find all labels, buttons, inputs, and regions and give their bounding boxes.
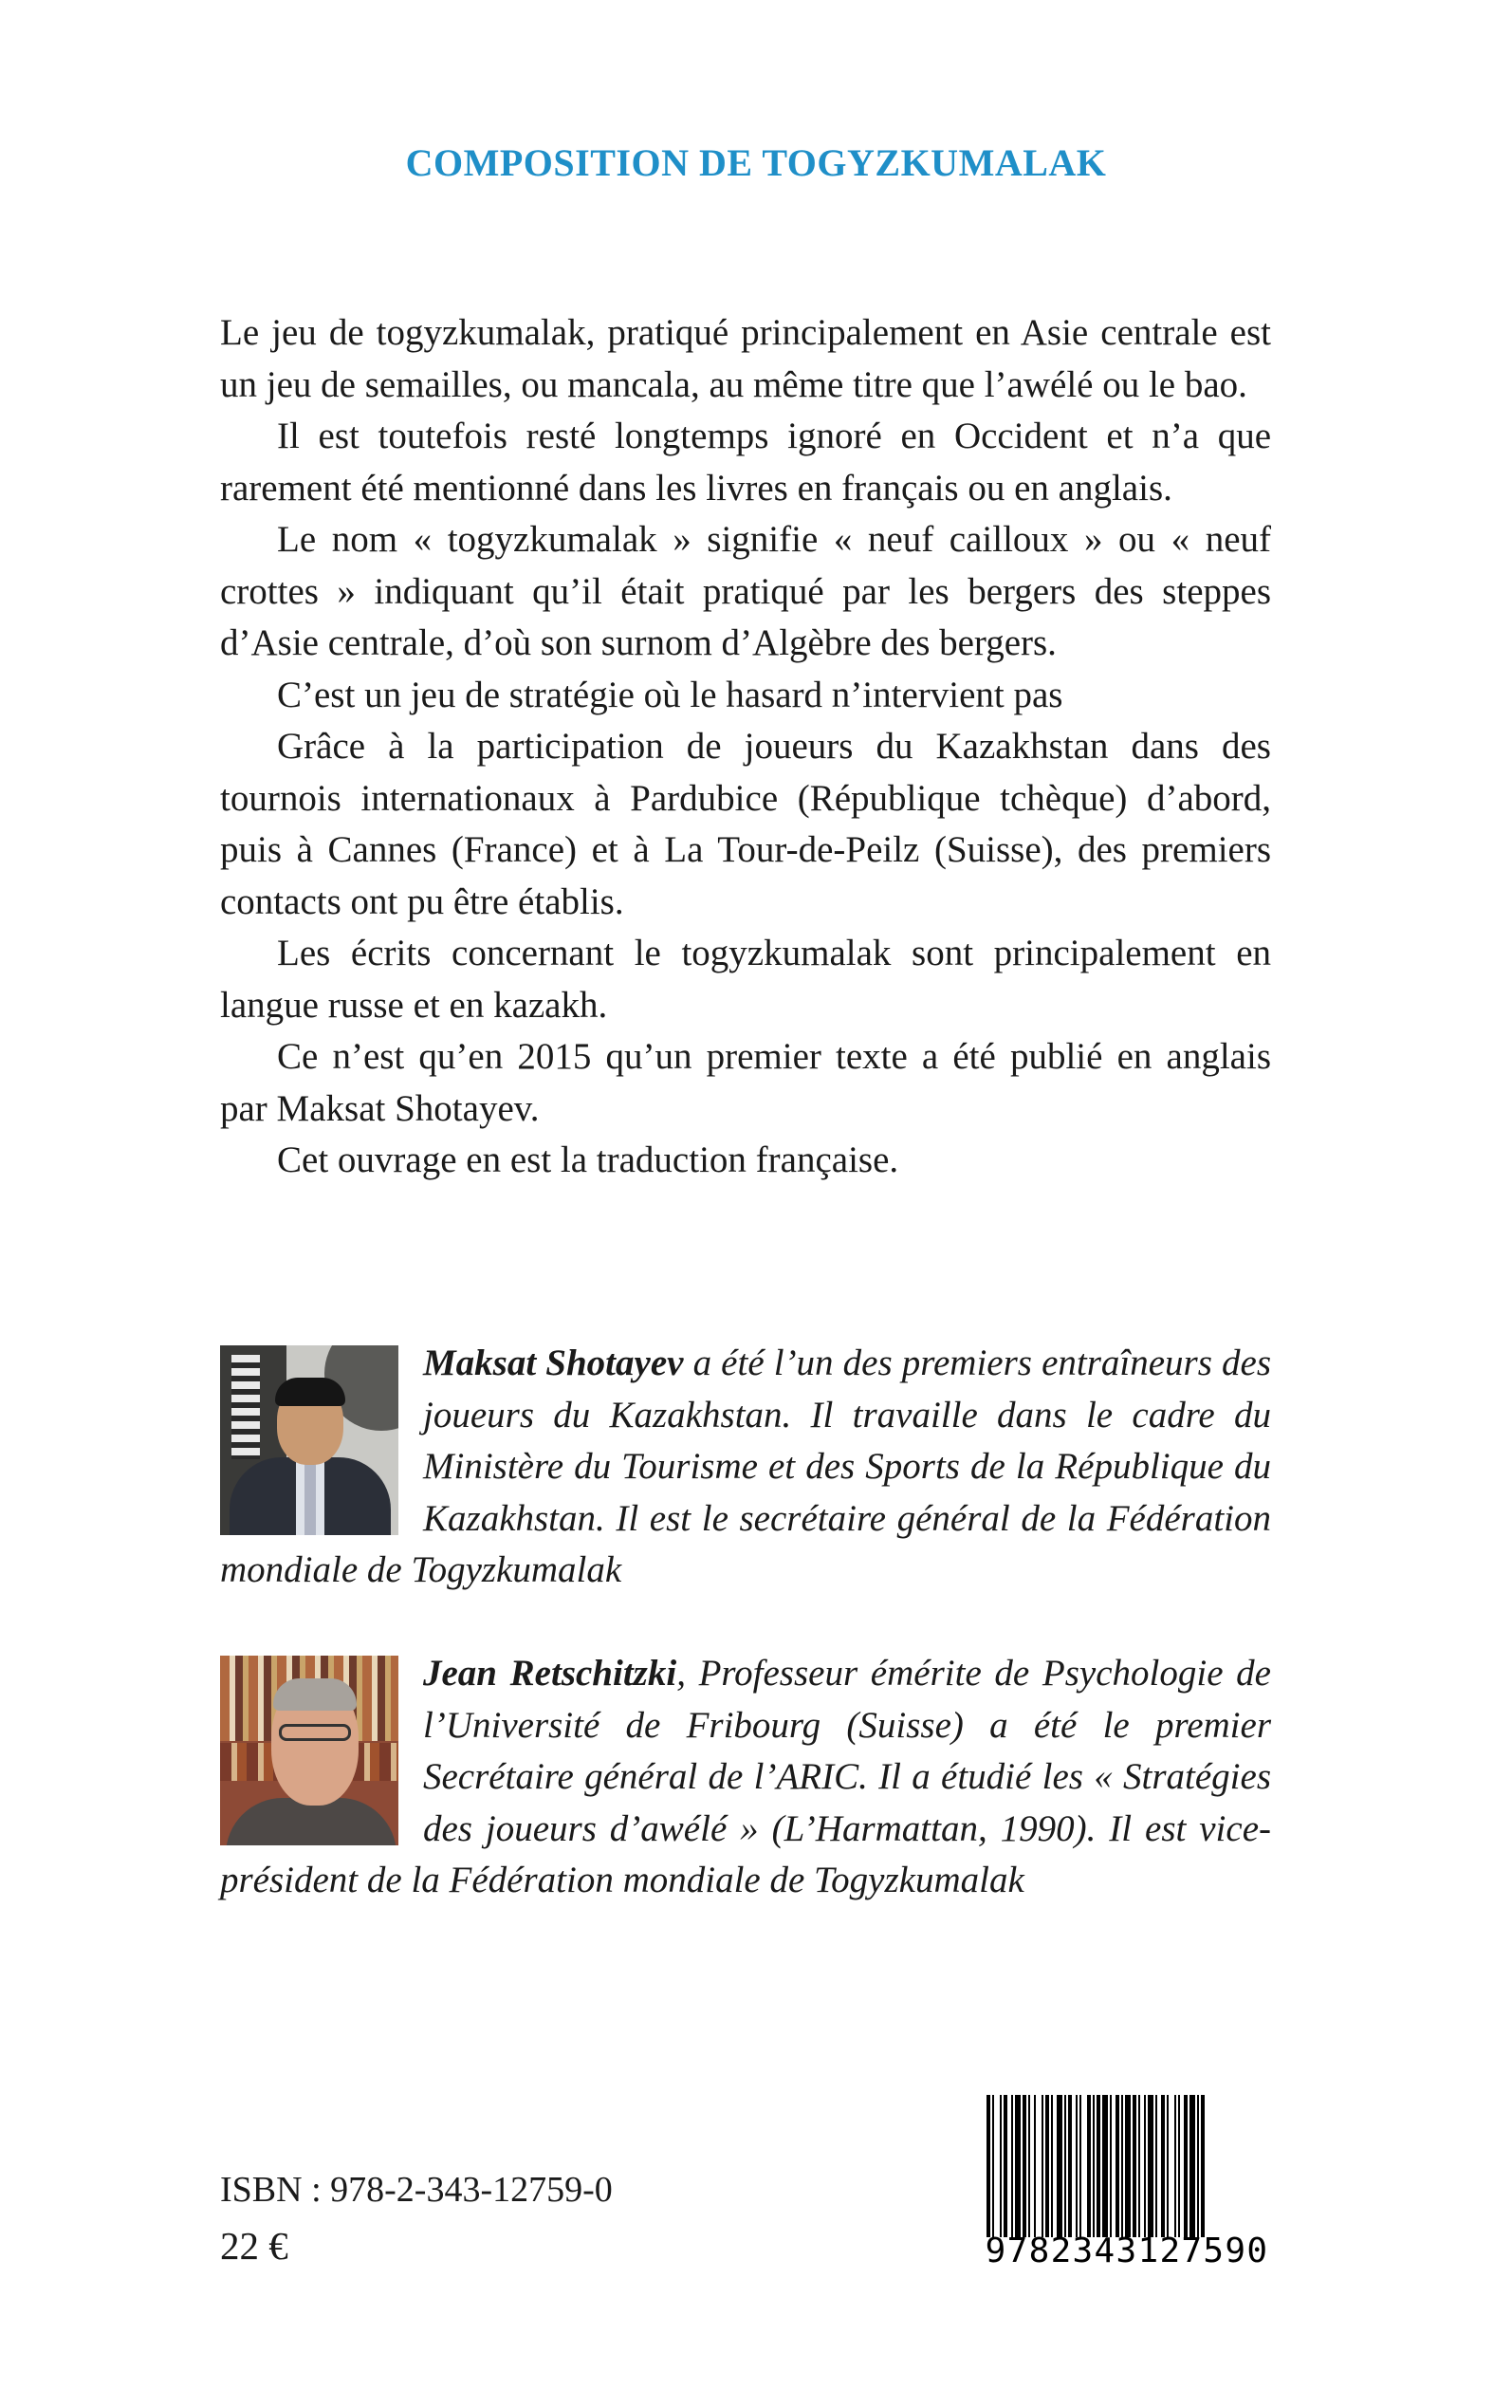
barcode-bar — [1051, 2095, 1053, 2237]
barcode-bar — [1087, 2095, 1091, 2237]
barcode-bar — [1028, 2095, 1030, 2237]
barcode-bar — [1184, 2095, 1188, 2237]
author-bio-shotayev — [220, 1338, 1271, 1597]
intro-paragraph: C’est un jeu de stratégie où le hasard n’intervient pas — [277, 674, 1063, 715]
description-text — [220, 307, 1271, 1187]
barcode-bar — [1045, 2095, 1049, 2237]
isbn-label: ISBN : 978-2-343-12759-0 — [220, 2170, 613, 2210]
intro-paragraph: Cet ouvrage en est la traduction française. — [277, 1139, 899, 1180]
author-bio-retschitzki — [220, 1648, 1271, 1907]
barcode-bar — [1144, 2095, 1146, 2237]
barcode-bar — [1161, 2095, 1165, 2237]
barcode-bar — [1011, 2095, 1013, 2237]
barcode-bar — [1125, 2095, 1131, 2237]
barcode-bars — [983, 2095, 1275, 2237]
barcode-bar — [1174, 2095, 1176, 2237]
author-name: Jean Retschitzki — [423, 1653, 677, 1694]
barcode-bar — [1148, 2095, 1153, 2237]
barcode-bar — [1133, 2095, 1136, 2237]
barcode-bar — [1155, 2095, 1157, 2237]
barcode-bar — [1102, 2095, 1108, 2237]
barcode-bar — [1138, 2095, 1140, 2237]
intro-paragraph: Il est toutefois resté longtemps ignoré en Occident et n’a que rarement été mentionné dans les livres en français ou en anglais. — [220, 416, 1271, 509]
barcode-bar — [1042, 2095, 1043, 2237]
barcode-bar — [1057, 2095, 1062, 2237]
barcode-bar — [1110, 2095, 1112, 2237]
barcode-bar — [1064, 2095, 1066, 2237]
barcode-bar — [1034, 2095, 1036, 2237]
barcode-bar — [1023, 2095, 1026, 2237]
barcode-digits: 9782343127590 — [985, 2232, 1269, 2270]
price-label: 22 € — [220, 2224, 288, 2268]
intro-paragraph: Le nom « togyzkumalak » signifie « neuf cailloux » ou « neuf crottes » indiquant qu’il était pratiqué par les bergers des steppes d’Asie centrale, d’où son surnom d’Algèbre des bergers. — [220, 519, 1271, 663]
author-bio-text: , Professeur émérite de Psychologie de l’Université de Fribourg (Suisse) a été le premier Secrétaire général de l’ARIC. Il a étudié les « Stratégies des joueurs d’awélé » (L’Harmattan, 1990). Il est vice-président de la Fédération mondiale de Togyzkumalak — [220, 1653, 1271, 1900]
intro-paragraph: Les écrits concernant le togyzkumalak sont principalement en langue russe et en kazakh. — [220, 933, 1271, 1026]
book-title: COMPOSITION DE TOGYZKUMALAK — [405, 141, 1107, 184]
barcode-bar — [1015, 2095, 1021, 2237]
barcode-bar — [1000, 2095, 1002, 2237]
barcode-bar — [986, 2095, 990, 2237]
author-photo-shotayev — [220, 1345, 398, 1535]
barcode-bar — [1093, 2095, 1095, 2237]
intro-paragraph: Ce n’est qu’en 2015 qu’un premier texte a été publié en anglais par Maksat Shotayev. — [220, 1036, 1271, 1129]
barcode-bar — [1178, 2095, 1180, 2237]
author-name: Maksat Shotayev — [423, 1343, 684, 1383]
barcode-bar — [1121, 2095, 1123, 2237]
intro-paragraph: Grâce à la participation de joueurs du Kazakhstan dans des tournois internationaux à Pardubice (République tchèque) d’abord, puis à Cannes (France) et à La Tour-de-Peilz (Suisse), des premiers contacts ont pu être établis. — [220, 726, 1271, 922]
barcode-bar — [1116, 2095, 1119, 2237]
author-bio-text: a été l’un des premiers entraîneurs des joueurs du Kazakhstan. Il travaille dans le cadre du Ministère du Tourisme et des Sports de la République du Kazakhstan. Il est le secrétaire général de la Fédération mondiale de Togyzkumalak — [220, 1343, 1271, 1590]
intro-paragraph: Le jeu de togyzkumalak, pratiqué principalement en Asie centrale est un jeu de semailles, ou mancala, au même titre que l’awélé ou le bao. — [220, 312, 1271, 405]
barcode-bar — [1097, 2095, 1100, 2237]
barcode-bar — [1004, 2095, 1007, 2237]
barcode-bar — [1201, 2095, 1205, 2237]
barcode-bar — [992, 2095, 994, 2237]
barcode-bar — [1068, 2095, 1072, 2237]
barcode-bar — [1076, 2095, 1078, 2237]
barcode-bar — [1197, 2095, 1199, 2237]
barcode-bar — [1189, 2095, 1195, 2237]
barcode-bar — [1079, 2095, 1081, 2237]
barcode-bar — [1167, 2095, 1169, 2237]
author-photo-retschitzki — [220, 1656, 398, 1845]
